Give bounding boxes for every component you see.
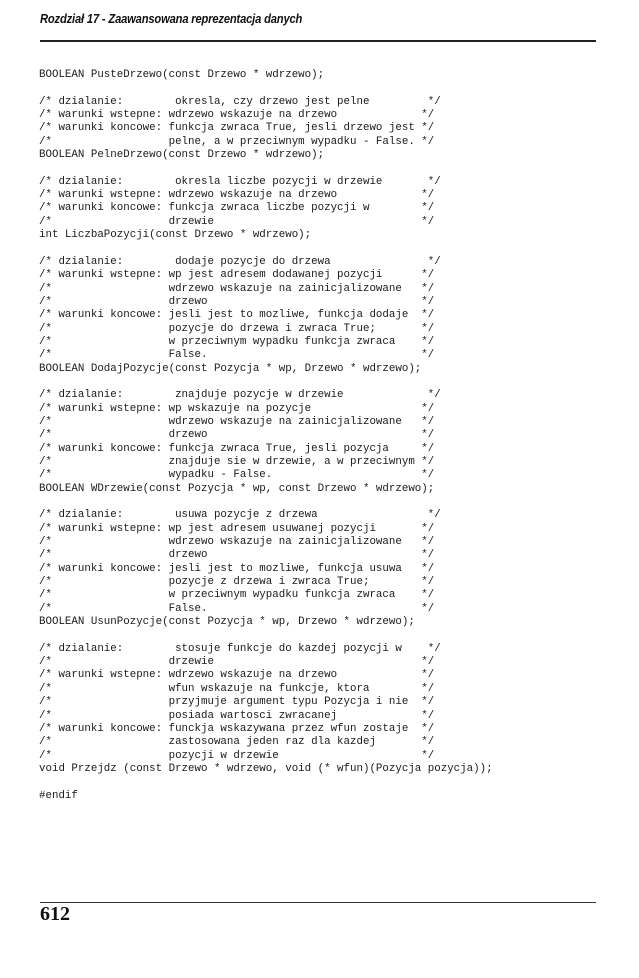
code-line: /* pozycje z drzewa i zwraca True; */ — [39, 576, 435, 589]
code-line: /* zastosowana jeden raz dla kazdej */ — [39, 736, 435, 749]
running-header: Rozdział 17 - Zaawansowana reprezentacja danych — [40, 11, 303, 26]
code-line: /* w przeciwnym wypadku funkcja zwraca */ — [39, 589, 435, 602]
code-line: /* dzialanie: usuwa pozycje z drzewa */ — [39, 509, 441, 522]
code-line: /* warunki koncowe: funkcja zwraca liczbe pozycji w */ — [39, 202, 435, 215]
code-line: /* False. */ — [39, 349, 435, 362]
code-line: /* znajduje sie w drzewie, a w przeciwnym */ — [39, 455, 435, 468]
code-line: /* drzewo */ — [39, 295, 435, 308]
blank-line — [39, 376, 599, 389]
code-line: BOOLEAN PusteDrzewo(const Drzewo * wdrzewo); — [39, 69, 325, 81]
code-line: /* wdrzewo wskazuje na zainicjalizowane */ — [39, 282, 435, 295]
blank-line — [39, 162, 599, 175]
footer-rule — [40, 902, 596, 903]
blank-line — [39, 629, 599, 642]
code-line: /* wypadku - False. */ — [39, 469, 435, 482]
code-line: /* drzewie */ — [39, 656, 435, 669]
code-line: /* warunki koncowe: jesli jest to mozliwe, funkcja dodaje */ — [39, 309, 435, 322]
code-line: /* w przeciwnym wypadku funkcja zwraca */ — [39, 335, 435, 348]
code-line: /* drzewie */ — [39, 215, 435, 228]
code-line: /* pozycje do drzewa i zwraca True; */ — [39, 322, 435, 335]
code-line: /* wdrzewo wskazuje na zainicjalizowane */ — [39, 536, 435, 549]
blank-line — [39, 776, 599, 789]
code-line: /* False. */ — [39, 602, 435, 615]
code-line: /* warunki koncowe: funckja wskazywana przez wfun zostaje */ — [39, 722, 435, 735]
code-line: /* dzialanie: stosuje funkcje do kazdej pozycji w */ — [39, 642, 441, 655]
code-line: #endif — [39, 789, 78, 802]
code-line: /* wfun wskazuje na funkcje, ktora */ — [39, 682, 435, 695]
code-line: /* dzialanie: dodaje pozycje do drzewa */ — [39, 255, 441, 268]
code-line: BOOLEAN DodajPozycje(const Pozycja * wp, Drzewo * wdrzewo); — [39, 362, 422, 375]
code-line: /* dzialanie: okresla liczbe pozycji w drzewie */ — [39, 175, 441, 188]
code-line: BOOLEAN PelneDrzewo(const Drzewo * wdrzewo); — [39, 149, 325, 162]
code-line: /* warunki wstepne: wp wskazuje na pozycje */ — [39, 402, 435, 415]
code-line: /* pozycji w drzewie */ — [39, 749, 435, 762]
code-line: /* warunki wstepne: wdrzewo wskazuje na drzewo */ — [39, 669, 435, 682]
header-rule — [40, 40, 596, 42]
blank-line — [39, 242, 599, 255]
code-line: /* pelne, a w przeciwnym wypadku - False. */ — [39, 135, 435, 148]
code-line: /* dzialanie: okresla, czy drzewo jest pelne */ — [39, 95, 441, 108]
code-line: BOOLEAN UsunPozycje(const Pozycja * wp, Drzewo * wdrzewo); — [39, 616, 415, 629]
code-line: /* warunki koncowe: jesli jest to mozliwe, funkcja usuwa */ — [39, 562, 435, 575]
code-line: /* warunki wstepne: wp jest adresem usuwanej pozycji */ — [39, 522, 435, 535]
code-line: /* warunki wstepne: wdrzewo wskazuje na drzewo */ — [39, 189, 435, 202]
code-line: /* warunki wstepne: wdrzewo wskazuje na drzewo */ — [39, 109, 435, 122]
code-line: void Przejdz (const Drzewo * wdrzewo, void (* wfun)(Pozycja pozycja)); — [39, 762, 493, 775]
code-line: /* warunki wstepne: wp jest adresem dodawanej pozycji */ — [39, 269, 435, 282]
blank-line — [39, 82, 599, 95]
code-line: /* dzialanie: znajduje pozycje w drzewie */ — [39, 389, 441, 402]
page-number: 612 — [40, 903, 70, 925]
code-line: /* warunki koncowe: funkcja zwraca True, jesli pozycja */ — [39, 442, 435, 455]
code-listing — [39, 69, 599, 803]
code-line: /* wdrzewo wskazuje na zainicjalizowane */ — [39, 415, 435, 428]
code-line: BOOLEAN WDrzewie(const Pozycja * wp, const Drzewo * wdrzewo); — [39, 482, 435, 495]
code-line: /* drzewo */ — [39, 549, 435, 562]
code-line: int LiczbaPozycji(const Drzewo * wdrzewo); — [39, 229, 312, 242]
code-line: /* przyjmuje argument typu Pozycja i nie */ — [39, 696, 435, 709]
blank-line — [39, 496, 599, 509]
code-line: /* posiada wartosci zwracanej */ — [39, 709, 435, 722]
code-line: /* warunki koncowe: funkcja zwraca True, jesli drzewo jest */ — [39, 122, 435, 135]
code-line: /* drzewo */ — [39, 429, 435, 442]
